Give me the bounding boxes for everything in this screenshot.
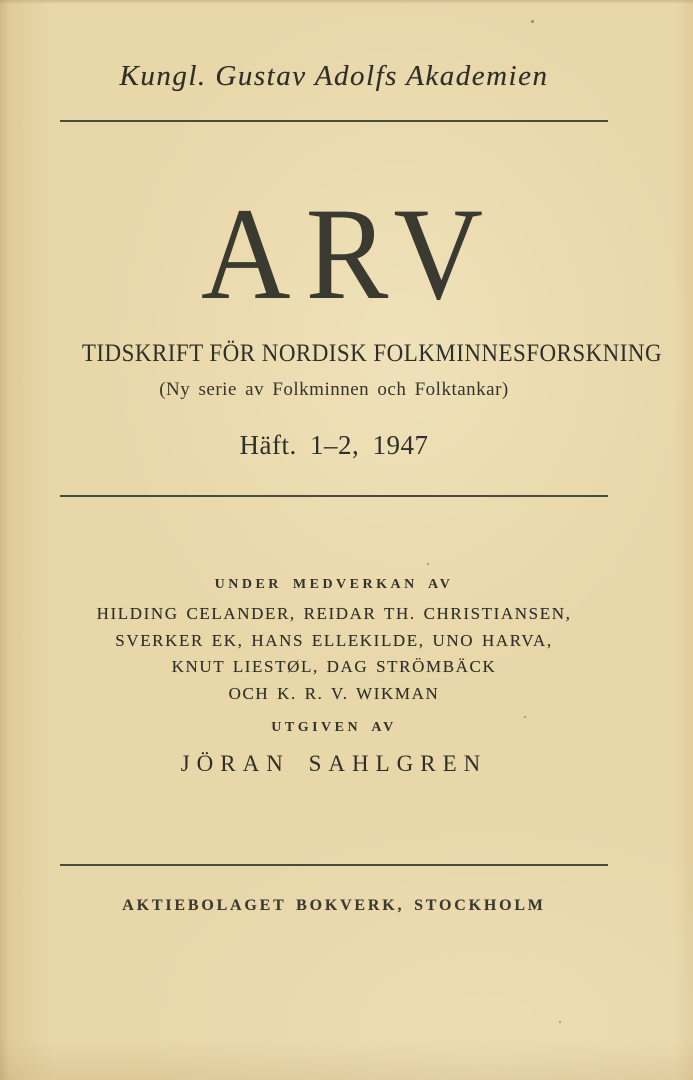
contributors-list (60, 601, 608, 707)
contributor-line: OCH K. R. V. WIKMAN (228, 683, 440, 703)
contributors-heading: UNDER MEDVERKAN AV (214, 577, 454, 592)
contributor-line: SVERKER EK, HANS ELLEKILDE, UNO HARVA, (115, 630, 553, 650)
contributor-line: KNUT LIESTØL, DAG STRÖMBÄCK (171, 657, 497, 676)
series-note: (Ny serie av Folkminnen och Folktankar) (159, 379, 509, 400)
paper-speck (427, 563, 429, 565)
divider-rule-top (60, 120, 608, 122)
divider-rule-middle (60, 495, 608, 497)
paper-speck (531, 20, 534, 23)
contributor-line: HILDING CELANDER, REIDAR TH. CHRISTIANSEN, (96, 604, 572, 623)
issue-number: Häft. 1–2, 1947 (239, 430, 429, 460)
editor-heading: UTGIVEN AV (271, 720, 397, 735)
academy-header: Kungl. Gustav Adolfs Akademien (119, 60, 549, 92)
paper-speck (524, 716, 526, 718)
divider-rule-bottom (60, 864, 608, 866)
paper-speck (559, 1021, 561, 1023)
editor-name: JÖRAN SAHLGREN (180, 751, 488, 776)
journal-title: ARV (200, 180, 499, 327)
imprint-publisher: AKTIEBOLAGET BOKVERK, STOCKHOLM (122, 897, 546, 914)
journal-subtitle: TIDSKRIFT FÖR NORDISK FOLKMINNESFORSKNING (81, 340, 663, 367)
